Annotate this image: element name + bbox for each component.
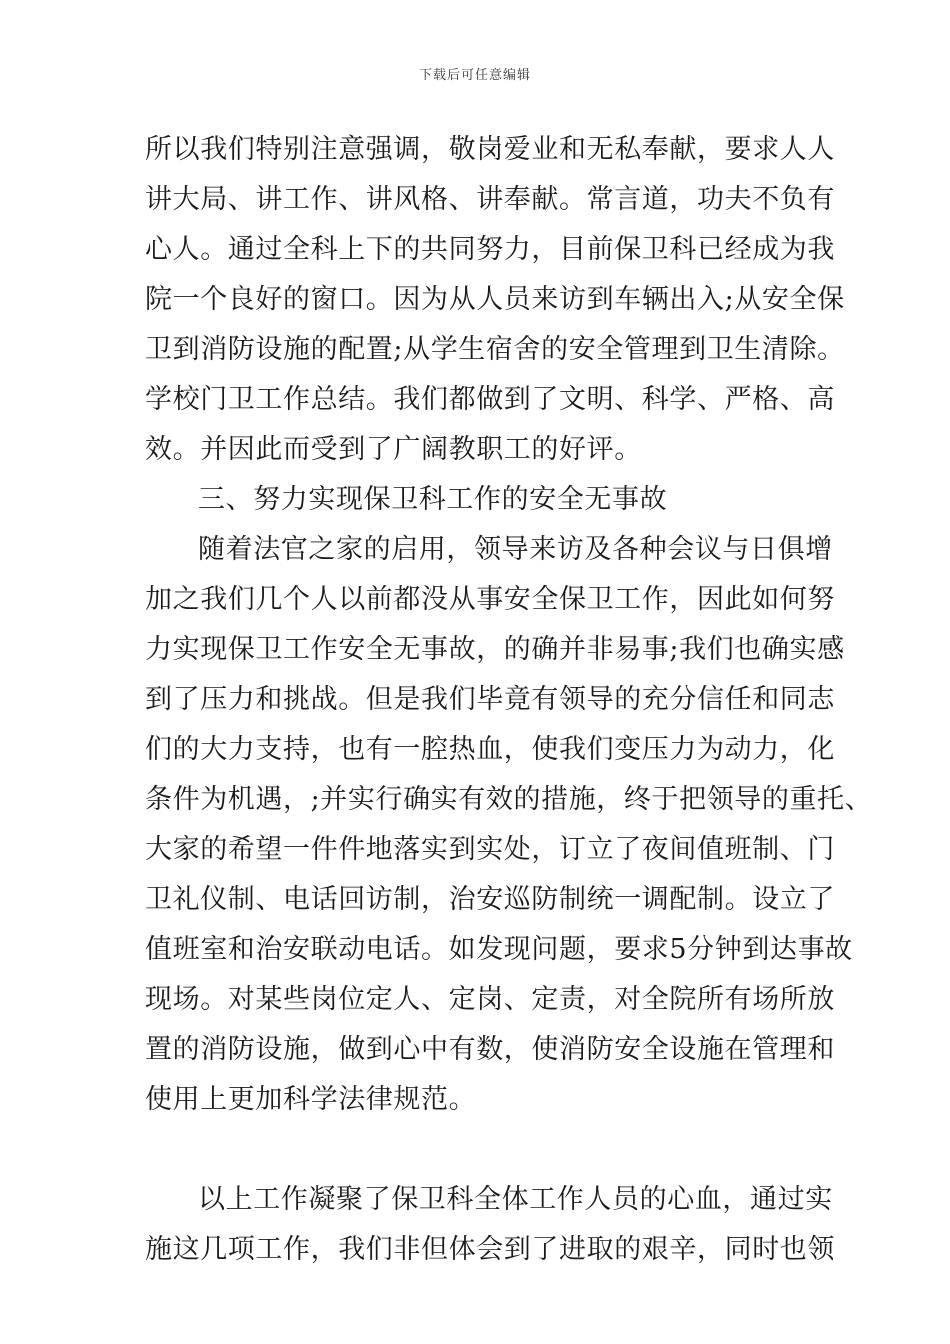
text-line: 现场。对某些岗位定人、定岗、定责，对全院所有场所放 — [145, 984, 835, 1015]
text-line: 加之我们几个人以前都没从事安全保卫工作，因此如何努 — [145, 584, 835, 615]
text-line: 学校门卫工作总结。我们都做到了文明、科学、严格、高 — [145, 384, 835, 415]
text-line: 院一个良好的窗口。因为从人员来访到车辆出入;从安全保 — [145, 284, 845, 315]
text-line: 们的大力支持，也有一腔热血，使我们变压力为动力，化 — [145, 734, 835, 765]
text-line: 心人。通过全科上下的共同努力，目前保卫科已经成为我 — [145, 234, 835, 265]
section-heading: 三、努力实现保卫科工作的安全无事故 — [198, 484, 668, 515]
paragraph-start: 以上工作凝聚了保卫科全体工作人员的心血，通过实 — [198, 1184, 833, 1215]
paragraph-start: 随着法官之家的启用，领导来访及各种会议与日俱增 — [198, 534, 833, 565]
text-line: 力实现保卫工作安全无事故，的确并非易事;我们也确实感 — [145, 634, 845, 665]
text-line: 到了压力和挑战。但是我们毕竟有领导的充分信任和同志 — [145, 684, 835, 715]
text-line: 使用上更加科学法律规范。 — [145, 1084, 477, 1115]
paragraph-gap — [145, 1127, 845, 1177]
text-line: 置的消防设施，做到心中有数，使消防安全设施在管理和 — [145, 1034, 835, 1065]
text-line: 值班室和治安联动电话。如发现问题，要求5分钟到达事故 — [145, 934, 853, 965]
text-line: 卫到消防设施的配置;从学生宿舍的安全管理到卫生清除。 — [145, 334, 845, 365]
text-line: 施这几项工作，我们非但体会到了进取的艰辛，同时也领 — [145, 1234, 835, 1265]
text-line: 效。并因此而受到了广阔教职工的好评。 — [145, 434, 642, 465]
text-line: 条件为机遇，;并实行确实有效的措施，终于把领导的重托、 — [145, 784, 873, 815]
download-note: 下载后可任意编辑 — [418, 68, 531, 83]
document-body — [145, 127, 873, 1277]
text-line: 讲大局、讲工作、讲风格、讲奉献。常言道，功夫不负有 — [145, 184, 835, 215]
text-line: 大家的希望一件件地落实到实处，订立了夜间值班制、门 — [145, 834, 835, 865]
text-line: 所以我们特别注意强调，敬岗爱业和无私奉献，要求人人 — [145, 134, 835, 165]
text-line: 卫礼仪制、电话回访制，治安巡防制统一调配制。设立了 — [145, 884, 835, 915]
